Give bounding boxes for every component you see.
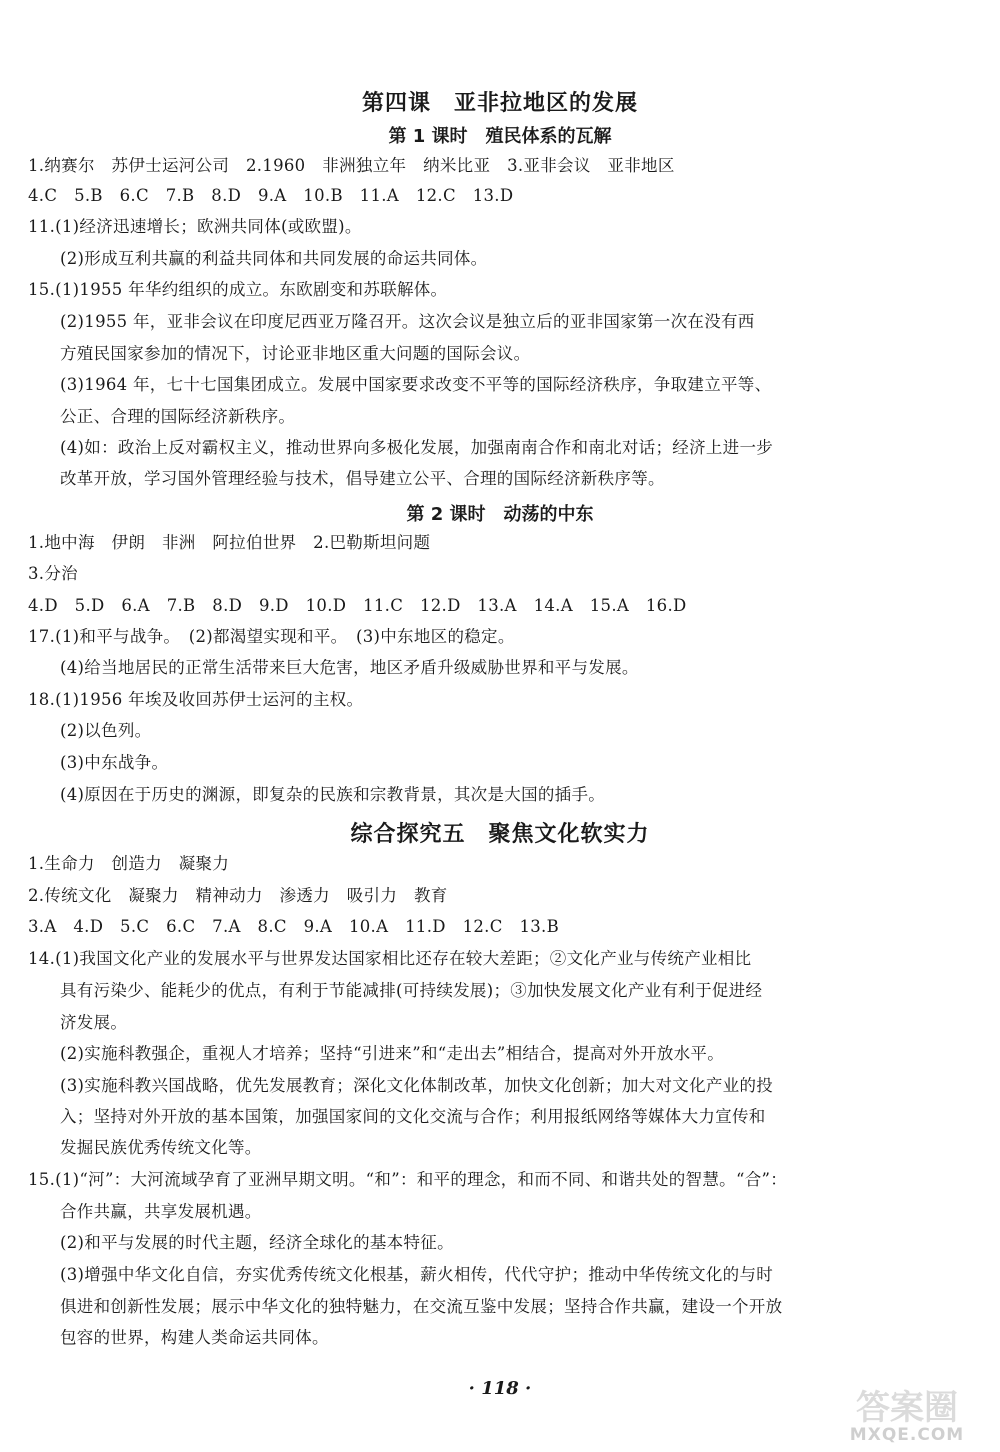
answer-line: 11.(1)经济迅速增长；欧洲共同体(或欧盟)。 — [28, 217, 362, 236]
answer-line: (2)1955 年，亚非会议在印度尼西亚万隆召开。这次会议是独立后的亚非国家第一次在没有西 — [60, 312, 755, 331]
answer-line: 发掘民族优秀传统文化等。 — [60, 1138, 262, 1157]
answer-line: (2)形成互利共赢的利益共同体和共同发展的命运共同体。 — [60, 249, 488, 268]
lesson4-title: 第四课 亚非拉地区的发展 — [361, 91, 638, 116]
answer-line: 18.(1)1956 年埃及收回苏伊士运河的主权。 — [28, 690, 364, 709]
answer-line: (3)增强中华文化自信，夯实优秀传统文化根基，薪火相传，代代守护；推动中华传统文化的与时 — [60, 1265, 774, 1284]
answer-line: 济发展。 — [60, 1013, 128, 1032]
answer-line: 3.A 4.D 5.C 6.C 7.A 8.C 9.A 10.A 11.D 12.C 13.B — [28, 917, 560, 936]
answer-line: 14.(1)我国文化产业的发展水平与世界发达国家相比还存在较大差距；②文化产业与传统产业相比 — [28, 949, 752, 968]
answer-line: (4)原因在于历史的渊源，即复杂的民族和宗教背景，其次是大国的插手。 — [60, 785, 606, 804]
answer-line: 15.(1)“河”：大河流域孕育了亚洲早期文明。“和”：和平的理念，和而不同、和谐共处的智慧。“合”： — [28, 1170, 788, 1189]
answer-line: 包容的世界，构建人类命运共同体。 — [60, 1328, 329, 1347]
answer-line: 2.传统文化 凝聚力 精神动力 渗透力 吸引力 教育 — [28, 886, 448, 905]
answer-line: 方殖民国家参加的情况下，讨论亚非地区重大问题的国际会议。 — [60, 344, 531, 363]
answer-line: 俱进和创新性发展；展示中华文化的独特魅力，在交流互鉴中发展；坚持合作共赢，建设一个开放 — [60, 1297, 783, 1316]
answer-line: 合作共赢，共享发展机遇。 — [60, 1202, 262, 1221]
watermark-logo — [832, 1385, 982, 1445]
answer-line: 改革开放，学习国外管理经验与技术，倡导建立公平、合理的国际经济新秩序等。 — [60, 469, 665, 488]
period1-title: 第 1 课时 殖民体系的瓦解 — [388, 126, 612, 147]
answer-line: (2)和平与发展的时代主题，经济全球化的基本特征。 — [60, 1233, 454, 1252]
answer-line: 1.生命力 创造力 凝聚力 — [28, 854, 230, 873]
answer-line: (3)1964 年，七十七国集团成立。发展中国家要求改变不平等的国际经济秩序，争取建立平等、 — [60, 375, 772, 394]
answer-line: 1.地中海 伊朗 非洲 阿拉伯世界 2.巴勒斯坦问题 — [28, 533, 431, 552]
page-number: · 118 · — [468, 1378, 532, 1399]
answer-line: 具有污染少、能耗少的优点，有利于节能减排(可持续发展)；③加快发展文化产业有利于促进经 — [60, 981, 763, 1000]
answer-line: 4.C 5.B 6.C 7.B 8.D 9.A 10.B 11.A 12.C 13.D — [28, 186, 514, 205]
answer-line: 3.分治 — [28, 564, 78, 583]
answer-line: 公正、合理的国际经济新秩序。 — [60, 407, 296, 426]
period2-title: 第 2 课时 动荡的中东 — [406, 504, 594, 525]
answer-line: 15.(1)1955 年华约组织的成立。东欧剧变和苏联解体。 — [28, 280, 448, 299]
inquiry5-title: 综合探究五 聚焦文化软实力 — [350, 822, 650, 847]
answer-line: (3)中东战争。 — [60, 753, 169, 772]
watermark-logo-icon — [832, 1385, 982, 1427]
watermark-logo-text: 答案圈 — [856, 1388, 958, 1427]
answer-line: 入；坚持对外开放的基本国策，加强国家间的文化交流与合作；利用报纸网络等媒体大力宣传和 — [60, 1107, 766, 1126]
answer-line: (2)以色列。 — [60, 721, 152, 740]
answer-line: (4)如：政治上反对霸权主义，推动世界向多极化发展，加强南南合作和南北对话；经济上进一步 — [60, 438, 774, 457]
answer-line: 4.D 5.D 6.A 7.B 8.D 9.D 10.D 11.C 12.D 13.A 14.A 15.A 16.D — [28, 596, 687, 615]
answer-line: (4)给当地居民的正常生活带来巨大危害，地区矛盾升级威胁世界和平与发展。 — [60, 658, 639, 677]
answer-line: 17.(1)和平与战争。 (2)都渴望实现和平。 (3)中东地区的稳定。 — [28, 627, 515, 646]
answer-line: (2)实施科教强企，重视人才培养；坚持“引进来”和“走出去”相结合，提高对外开放水平。 — [60, 1044, 725, 1063]
watermark-url: MXQE.COM — [849, 1425, 965, 1445]
answer-line: (3)实施科教兴国战略，优先发展教育；深化文化体制改革，加快文化创新；加大对文化产业的投 — [60, 1076, 774, 1095]
answer-line: 1.纳赛尔 苏伊士运河公司 2.1960 非洲独立年 纳米比亚 3.亚非会议 亚非地区 — [28, 156, 675, 175]
